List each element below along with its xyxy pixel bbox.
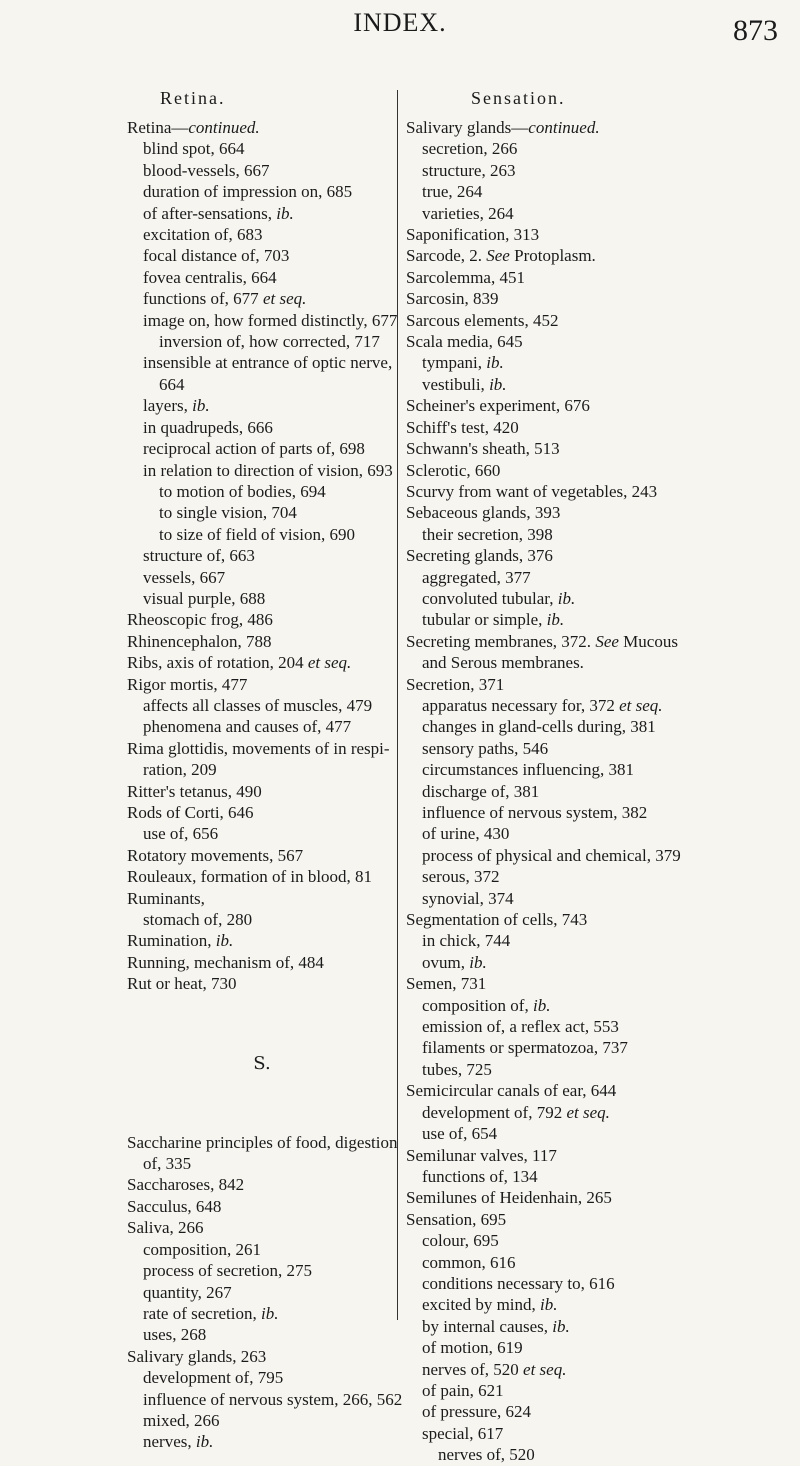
entry-italic: et seq. [523, 1359, 567, 1379]
entry-text: Semen, 731 [406, 974, 487, 994]
entry-text: Saliva, 266 [127, 1218, 204, 1238]
entry-italic: et seq. [307, 653, 352, 673]
entry-text: of pain, 621 [422, 1380, 504, 1400]
index-entry [406, 759, 796, 780]
entry-text: Sclerotic, 660 [406, 460, 501, 480]
entry-text: ration, 209 [143, 760, 217, 780]
index-entry [406, 481, 796, 502]
entry-text: colour, 695 [422, 1231, 499, 1251]
right-column-heading: Sensation. [471, 88, 566, 108]
entry-text: Sarcosin, 839 [406, 289, 499, 309]
entry-text: filaments or spermatozoa, 737 [422, 1038, 628, 1058]
entry-text: serous, 372 [422, 867, 500, 887]
entry-text: apparatus necessary for, 372 [422, 695, 620, 715]
entry-text: functions of, 677 [143, 289, 263, 309]
entry-text: Ruminants, [127, 888, 205, 908]
entry-text: in relation to direction of vision, 693 [143, 460, 393, 480]
entry-text: Rumination, [127, 931, 216, 951]
entry-italic: See [486, 246, 510, 266]
entry-text: to size of field of vision, 690 [159, 524, 355, 544]
entry-text: Rods of Corti, 646 [127, 803, 254, 822]
index-entry [406, 1016, 796, 1037]
index-entry [406, 1423, 796, 1444]
index-entry [406, 417, 796, 438]
entry-text: in quadrupeds, 666 [143, 417, 273, 437]
entry-italic: ib. [552, 1316, 570, 1336]
entry-text: rate of secretion, [143, 1303, 261, 1323]
index-entry [406, 588, 796, 609]
entry-text: Rima glottidis, movements of in respi- [127, 738, 390, 758]
index-entry [406, 1059, 796, 1080]
entry-text: Ritter's tetanus, 490 [127, 781, 262, 801]
page-title: INDEX. [353, 8, 447, 37]
entry-text: tubular or simple, [422, 610, 547, 630]
entry-text: ovum, [422, 952, 470, 972]
index-entry [406, 1080, 796, 1101]
entry-text: Rut or heat, 730 [127, 974, 237, 994]
entry-text: of, 335 [143, 1154, 192, 1174]
entry-text: Running, mechanism of, 484 [127, 952, 324, 972]
entry-italic: ib. [489, 374, 507, 394]
entry-text: Ribs, axis of rotation, 204 [127, 653, 308, 673]
index-entry [406, 930, 796, 951]
entry-italic: continued. [188, 118, 260, 137]
index-entry [406, 781, 796, 802]
index-entry [406, 567, 796, 588]
entry-text: excitation of, 683 [143, 225, 263, 245]
index-entry [406, 160, 796, 181]
entry-text: excited by mind, [422, 1295, 541, 1315]
entry-text: reciprocal action of parts of, 698 [143, 439, 365, 459]
entry-text: development of, 795 [143, 1368, 284, 1388]
entry-text: discharge of, 381 [422, 781, 540, 801]
index-entry [406, 245, 796, 266]
entry-text: structure, 263 [422, 160, 516, 180]
entry-text: phenomena and causes of, 477 [143, 717, 352, 737]
index-entry [406, 1359, 796, 1380]
entry-text: Scheiner's experiment, 676 [406, 396, 590, 416]
entry-text: to single vision, 704 [159, 503, 297, 523]
entry-text: Rouleaux, formation of in blood, 81 [127, 867, 373, 887]
entry-italic: ib. [192, 396, 210, 416]
entry-text: tubes, 725 [422, 1059, 492, 1079]
index-entry [406, 310, 796, 331]
index-entry [406, 631, 796, 652]
index-entry [406, 738, 796, 759]
entry-text: composition of, [422, 995, 533, 1015]
entry-text: varieties, 264 [422, 203, 514, 223]
entry-text: of motion, 619 [422, 1338, 523, 1358]
entry-text: of pressure, 624 [422, 1402, 532, 1422]
entry-text: insensible at entrance of optic nerve, [143, 353, 393, 373]
entry-text: Rigor mortis, 477 [127, 674, 248, 694]
entry-text: Secreting glands, 376 [406, 546, 553, 566]
index-entry [406, 1380, 796, 1401]
entry-text: Semicircular canals of ear, 644 [406, 1081, 617, 1101]
entry-text: blood-vessels, 667 [143, 160, 270, 180]
entry-text: to motion of bodies, 694 [159, 481, 326, 501]
index-entry [406, 1337, 796, 1358]
entry-text: Semilunar valves, 117 [406, 1145, 557, 1165]
entry-text: duration of impression on, 685 [143, 182, 353, 202]
entry-text: sensory paths, 546 [422, 738, 549, 758]
entry-text: Scala media, 645 [406, 332, 523, 352]
index-entry [406, 545, 796, 566]
entry-text: secretion, 266 [422, 139, 518, 159]
index-entry [406, 1102, 796, 1123]
entry-text: Sarcous elements, 452 [406, 310, 559, 330]
entry-text: changes in gland-cells during, 381 [422, 717, 656, 737]
entry-text: Saccharoses, 842 [127, 1175, 245, 1195]
index-entry [406, 117, 796, 138]
right-entries [406, 117, 796, 1466]
entry-text: Rhinencephalon, 788 [127, 631, 272, 651]
entry-text: Schwann's sheath, 513 [406, 439, 560, 459]
entry-text: Rotatory movements, 567 [127, 845, 304, 865]
entry-italic: et seq. [619, 695, 663, 715]
entry-text: vestibuli, [422, 374, 490, 394]
entry-italic: ib. [532, 995, 551, 1015]
entry-italic: et seq. [566, 1102, 610, 1122]
index-entry [406, 374, 796, 395]
entry-text: use of, 654 [422, 1124, 498, 1144]
index-entry [406, 502, 796, 523]
entry-text: development of, 792 [422, 1102, 567, 1122]
index-entry [406, 1294, 796, 1315]
entry-text: circumstances influencing, 381 [422, 760, 634, 780]
index-entry [406, 352, 796, 373]
index-entry [406, 1209, 796, 1230]
entry-text: nerves, [143, 1432, 196, 1452]
index-entry [406, 524, 796, 545]
entry-text: nerves of, 520 [438, 1445, 535, 1465]
entry-text: influence of nervous system, 266, 562 [143, 1389, 403, 1409]
index-entry [406, 1273, 796, 1294]
index-entry [406, 1444, 796, 1465]
entry-text: vessels, 667 [143, 567, 226, 587]
entry-text: special, 617 [422, 1423, 504, 1443]
entry-text: true, 264 [422, 182, 483, 202]
entry-italic: ib. [195, 1432, 214, 1452]
entry-text: fovea centralis, 664 [143, 267, 277, 287]
index-entry [406, 609, 796, 630]
entry-italic: continued. [528, 118, 600, 137]
entry-text: aggregated, 377 [422, 567, 531, 587]
index-entry [406, 652, 796, 673]
entry-text: Sarcolemma, 451 [406, 267, 525, 287]
entry-text: Schiff's test, 420 [406, 417, 519, 437]
entry-italic: ib. [276, 203, 294, 223]
entry-text: Salivary glands, 263 [127, 1346, 267, 1366]
entry-italic: ib. [469, 952, 487, 972]
entry-text: convoluted tubular, [422, 588, 558, 608]
entry-text: Segmentation of cells, 743 [406, 910, 588, 930]
entry-text: Sacculus, 648 [127, 1196, 222, 1216]
entry-text: quantity, 267 [143, 1282, 232, 1302]
entry-text: and Serous membranes. [422, 653, 584, 673]
entry-text: Salivary glands— [406, 118, 529, 137]
entry-text: Saccharine principles of food, digestion [127, 1132, 398, 1152]
entry-text: Secreting membranes, 372. [406, 631, 596, 651]
entry-text: conditions necessary to, 616 [422, 1273, 615, 1293]
index-entry [406, 995, 796, 1016]
index-entry [406, 823, 796, 844]
index-entry [406, 395, 796, 416]
entry-text: in chick, 744 [422, 931, 511, 951]
entry-text: process of secretion, 275 [143, 1261, 313, 1281]
entry-italic: ib. [261, 1303, 279, 1323]
entry-text: affects all classes of muscles, 479 [143, 695, 373, 715]
entry-text: focal distance of, 703 [143, 246, 290, 266]
entry-italic: ib. [540, 1295, 558, 1315]
index-entry [406, 331, 796, 352]
entry-text: their secretion, 398 [422, 524, 553, 544]
index-entry [406, 1252, 796, 1273]
index-entry [406, 909, 796, 930]
index-entry [406, 716, 796, 737]
index-entry [406, 224, 796, 245]
entry-text: composition, 261 [143, 1239, 262, 1259]
entry-text: Sarcode, 2. [406, 246, 487, 266]
entry-italic: ib. [546, 610, 565, 630]
index-entry [406, 866, 796, 887]
index-entry [406, 1230, 796, 1251]
entry-text: layers, [143, 396, 193, 416]
index-entry [406, 1145, 796, 1166]
entry-text: functions of, 134 [422, 1166, 538, 1186]
index-entry [406, 845, 796, 866]
entry-text: nerves of, 520 [422, 1359, 524, 1379]
entry-text: structure of, 663 [143, 546, 255, 566]
index-entry [406, 1316, 796, 1337]
entry-text: blind spot, 664 [143, 139, 245, 159]
index-entry [406, 973, 796, 994]
entry-text: uses, 268 [143, 1325, 207, 1345]
index-entry [406, 267, 796, 288]
entry-italic: ib. [557, 588, 576, 608]
entry-text: stomach of, 280 [143, 910, 253, 930]
entry-text: Secretion, 371 [406, 674, 505, 694]
entry-text: use of, 656 [143, 824, 219, 844]
index-entry [406, 802, 796, 823]
index-entry [406, 695, 796, 716]
entry-text: image on, how formed distinctly, 677 [143, 310, 398, 330]
index-entry [406, 1123, 796, 1144]
entry-tail: Protoplasm. [509, 246, 596, 266]
entry-text: tympani, [422, 353, 487, 373]
entry-text: influence of nervous system, 382 [422, 803, 648, 822]
index-entry [406, 1401, 796, 1422]
index-entry [406, 1037, 796, 1058]
entry-tail: Mucous [618, 631, 678, 651]
index-entry [406, 203, 796, 224]
right-column [406, 88, 796, 1466]
page-number: 873 [733, 14, 778, 47]
entry-text: by internal causes, [422, 1316, 553, 1336]
entry-text: Scurvy from want of vegetables, 243 [406, 481, 658, 501]
entry-text: process of physical and chemical, 379 [422, 845, 681, 865]
entry-text: synovial, 374 [422, 888, 514, 908]
entry-text: Semilunes of Heidenhain, 265 [406, 1188, 612, 1208]
entry-text: mixed, 266 [143, 1410, 220, 1430]
index-entry [406, 288, 796, 309]
index-entry [406, 952, 796, 973]
entry-text: visual purple, 688 [143, 588, 266, 608]
entry-text: Saponification, 313 [406, 225, 540, 245]
index-entry [406, 181, 796, 202]
entry-text: common, 616 [422, 1252, 516, 1272]
index-entry [406, 460, 796, 481]
entry-text: Retina— [127, 118, 189, 137]
entry-text: of urine, 430 [422, 824, 510, 844]
entry-italic: See [595, 631, 619, 651]
index-entry [406, 1166, 796, 1187]
index-entry [406, 674, 796, 695]
index-entry [406, 1187, 796, 1208]
entry-italic: et seq. [262, 289, 307, 309]
entry-text: emission of, a reflex act, 553 [422, 1017, 619, 1037]
entry-text: inversion of, how corrected, 717 [159, 332, 380, 352]
left-column-heading: Retina. [160, 88, 226, 108]
entry-text: Rheoscopic frog, 486 [127, 610, 273, 630]
index-entry [406, 138, 796, 159]
entry-italic: ib. [486, 353, 504, 373]
entry-italic: ib. [215, 931, 234, 951]
entry-text: of after-sensations, [143, 203, 277, 223]
entry-text: 664 [159, 374, 185, 394]
entry-text: Sensation, 695 [406, 1209, 507, 1229]
section-letter: S. [253, 1052, 271, 1074]
index-entry [406, 888, 796, 909]
index-entry [406, 438, 796, 459]
entry-text: Sebaceous glands, 393 [406, 503, 561, 523]
